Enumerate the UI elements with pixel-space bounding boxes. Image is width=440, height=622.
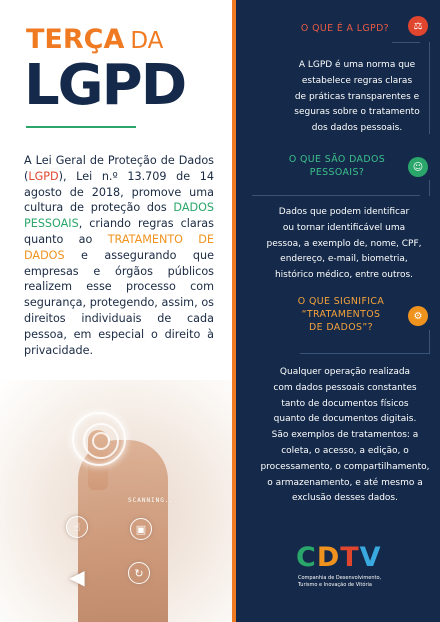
scanning-label: SCANNING... (128, 497, 179, 504)
q2-title (282, 153, 392, 179)
intro-segment: ), Lei n.º 13.709 de 14 agosto de 2018, promove uma cultura de proteção dos (24, 169, 214, 215)
answer-line: São exemplos de tratamentos: a (271, 430, 419, 441)
title-line: O QUE SIGNIFICA (297, 296, 385, 307)
answer-line: Dados que podem identificar (278, 207, 410, 217)
q1-title: O QUE É A LGPD? (300, 23, 390, 34)
answer-line: endereço, e-mail, biometria, (280, 254, 408, 265)
q2-bracket (418, 180, 430, 196)
intro-segment: , criando regras claras quanto ao (24, 217, 214, 246)
logo-subtitle (298, 575, 398, 589)
logo-letters (296, 544, 381, 572)
answer-line: dos dados pessoais. (311, 123, 403, 134)
orange-divider-stripe (232, 0, 236, 622)
answer-line: Qualquer operação realizada (279, 367, 411, 377)
answer-line: ou tornar identificável uma (282, 222, 406, 233)
q3-answer (252, 365, 438, 507)
answer-line: coleta, o acesso, a edição, o (281, 445, 409, 456)
intro-segment: DADOS PESSOAIS (24, 201, 214, 231)
q3-bracket (418, 330, 430, 354)
logo-subtitle-line: Companhia de Desenvolvimento, (298, 575, 382, 581)
answer-line: com dados pessoais constantes (273, 382, 417, 393)
q2-top-line (252, 195, 420, 196)
lock-icon: ▣ (130, 518, 152, 540)
title-terca: TERÇA (26, 24, 125, 55)
database-gear-icon: ⚙ (408, 306, 428, 326)
title-da: DA (130, 28, 164, 54)
cdtv-logo (296, 544, 396, 594)
touch-icon: ☝ (66, 516, 88, 538)
title-line: “TRATAMENTOS (301, 309, 381, 320)
intro-segment: A Lei Geral de Proteção de Dados ( (24, 154, 214, 183)
person-icon: ☺ (408, 157, 428, 177)
answer-line: o armazenamento, e até mesmo a (267, 477, 423, 488)
answer-line: exclusão desses dados. (292, 493, 398, 504)
answer-line: de práticas transparentes e (294, 91, 420, 102)
intro-segment: e assegurando que empresas e órgãos públicos realizem esse processo com segurança, protegendo, assim, os direitos individuais de cada pessoa, em especial o direito à privacidade. (24, 248, 214, 357)
refresh-icon: ↻ (128, 562, 150, 584)
title-underline (26, 126, 136, 128)
q2-answer (252, 205, 436, 284)
logo-letter: D (316, 542, 340, 573)
intro-segment: LGPD (28, 169, 59, 183)
logo-letter: V (359, 542, 381, 573)
answer-line: estabelece regras claras (301, 75, 413, 86)
answer-line: processamento, o compartilhamento, (260, 461, 430, 472)
q3-title (286, 295, 396, 334)
answer-line: pessoa, a exemplo de, nome, CPF, (266, 238, 422, 249)
fingerprint-icon (72, 412, 126, 466)
title-line: PESSOAIS? (309, 167, 365, 178)
scale-justice-icon: ⚖ (408, 16, 428, 36)
logo-letter: T (340, 542, 359, 573)
title-line: O QUE SÃO DADOS (288, 154, 386, 165)
play-back-icon: ◀ (69, 565, 85, 589)
answer-line: quanto de documentos digitais. (273, 414, 417, 425)
title-line: DE DADOS”? (309, 322, 373, 333)
q1-answer (292, 58, 422, 137)
logo-subtitle-line: Turismo e Inovação de Vitória (298, 582, 372, 588)
answer-line: tanto de documentos físicos (281, 398, 409, 409)
answer-line: histórico médico, entre outros. (274, 270, 414, 281)
logo-letter: C (296, 542, 316, 573)
q3-top-line (300, 353, 430, 354)
intro-segment: TRATAMENTO DE DADOS (24, 232, 214, 262)
answer-line: seguras sobre o tratamento (294, 107, 420, 118)
title-lgpd: LGPD (24, 53, 186, 118)
answer-line: A LGPD é uma norma que (298, 60, 416, 70)
intro-paragraph (24, 153, 214, 358)
title-terca-da (26, 24, 163, 55)
q1-connector (392, 42, 420, 43)
